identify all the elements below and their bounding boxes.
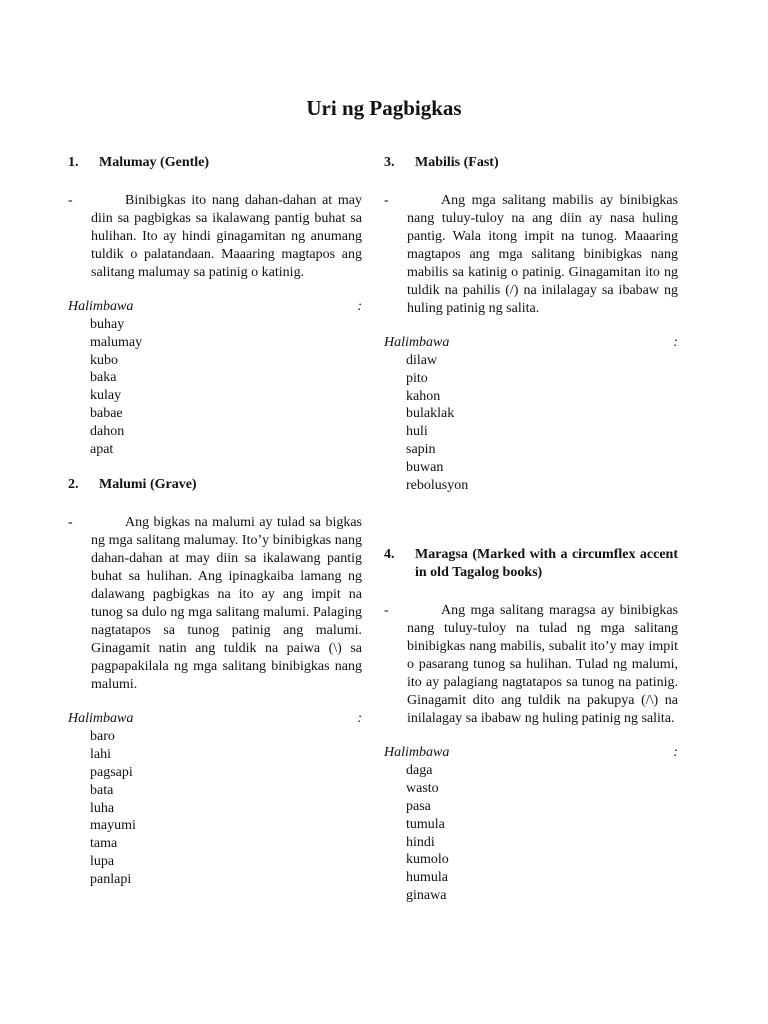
section-malumay [68,154,362,458]
section-heading-text: Maragsa (Marked with a circumflex accent in old Tagalog books) [415,547,678,581]
section-number: 2. [68,477,79,493]
bullet-dash: - [384,603,389,619]
example-item: pagsapi [90,764,133,780]
page-title: Uri ng Pagbigkas [306,96,462,120]
example-item: hindi [406,834,435,850]
section-heading-text: Malumay (Gentle) [99,155,210,170]
section-malumi [68,476,362,888]
example-item: tama [90,836,118,852]
example-item: rebolusyon [406,477,469,493]
example-item: bulaklak [406,406,455,422]
example-item: bata [90,782,114,798]
example-label [384,334,678,352]
example-label [68,298,362,316]
section-number: 4. [384,547,395,563]
section-description [68,192,362,282]
example-item: malumay [90,334,143,350]
example-item: babae [90,405,123,421]
section-description [384,192,678,318]
example-item: ginawa [406,887,447,903]
description-text: Binibigkas ito nang dahan-dahan at may diin sa pagbigkas sa ikalawang pantig buhat sa hulihan. Ito ay hindi ginagamitan ng anumang tuldik o palatandaan. Maaaring magtapos ang salitang malumay sa patinig o katinig. [91,193,362,280]
example-list [384,352,678,494]
example-item: kumolo [406,852,449,868]
example-item: sapin [406,441,436,457]
example-list [68,316,362,458]
bullet-dash: - [68,193,73,208]
example-item: pasa [406,798,431,814]
example-label-text: Halimbawa [68,299,134,314]
section-mabilis [384,154,678,494]
section-heading [68,154,362,172]
example-label [68,710,362,728]
section-number: 1. [68,155,79,170]
example-item: buwan [406,459,444,475]
example-item: daga [406,763,433,779]
section-description [68,514,362,694]
left-column [68,154,362,889]
section-heading-text: Malumi (Grave) [99,477,197,493]
section-number: 3. [384,155,395,170]
example-item: apat [90,441,114,457]
example-item: luha [90,800,115,816]
example-label [384,744,678,762]
example-label-colon: : [357,711,362,727]
description-text: Ang mga salitang mabilis ay binibigkas nang tuluy-tuloy na ang diin ay nasa huling pantig. Wala itong impit na tunog. Maaaring magtapos ang mga salitang binibigkas nang mabilis sa katinig o patinig. Ginagamitan ito ng tuldik na pahilis (/) na inilalagay sa ibabaw ng huling patinig ng salita. [407,193,678,316]
example-item: pito [406,370,428,386]
example-label-text: Halimbawa [68,711,134,727]
example-item: lupa [90,853,115,869]
example-item: lahi [90,747,111,763]
example-list [384,762,678,904]
example-item: kahon [406,388,441,404]
example-item: tumula [406,816,445,832]
example-label-text: Halimbawa [384,335,450,350]
bullet-dash: - [68,515,73,531]
example-item: baka [90,370,117,386]
example-item: dilaw [406,353,438,368]
description-text: Ang mga salitang maragsa ay binibigkas nang tuluy-tuloy na tulad ng mga salitang binibigkas nang mabilis, subalit ito’y may impit o pasarang tunog sa hulihan. Tulad ng malumi, ito ay palagiang nagtatapos sa tunog na patinig. Ginagamit dito ang tuldik na pakupya (/\) na inilalagay sa ibabaw ng huling patinig ng salita. [407,603,678,727]
example-item: baro [90,729,115,745]
example-item: huli [406,424,428,440]
section-heading [384,546,678,582]
right-column [384,154,678,905]
section-maragsa [384,546,678,904]
section-heading [384,154,678,172]
example-item: mayumi [90,818,136,834]
example-list [68,728,362,888]
example-item: buhay [90,317,125,332]
section-heading [68,476,362,494]
section-description [384,602,678,728]
example-label-colon: : [357,299,362,314]
example-item: wasto [406,781,439,797]
example-label-text: Halimbawa [384,745,450,761]
example-item: dahon [90,423,125,439]
section-heading-text: Mabilis (Fast) [415,155,499,170]
example-label-colon: : [673,335,678,350]
example-label-colon: : [673,745,678,761]
example-item: kubo [90,352,118,368]
bullet-dash: - [384,193,389,208]
description-text: Ang bigkas na malumi ay tulad sa bigkas ng mga salitang malumay. Ito’y binibigkas nang dahan-dahan at may diin sa ikalawang pantig buhat sa hulihan. Ang ipinagkaiba lamang ng dalawang pagbigkas na ito ay ang impit na tunog sa dulo ng mga salitang malumi. Palaging nagtatapos sa tunog patinig ang malumi. Ginagamit natin ang tuldik na paiwa (\) sa pagpapakilala ng mga salitang binibigkas nang malumi. [91,515,362,693]
example-item: kulay [90,388,122,404]
example-item: humula [406,870,448,886]
example-item: panlapi [90,871,132,887]
